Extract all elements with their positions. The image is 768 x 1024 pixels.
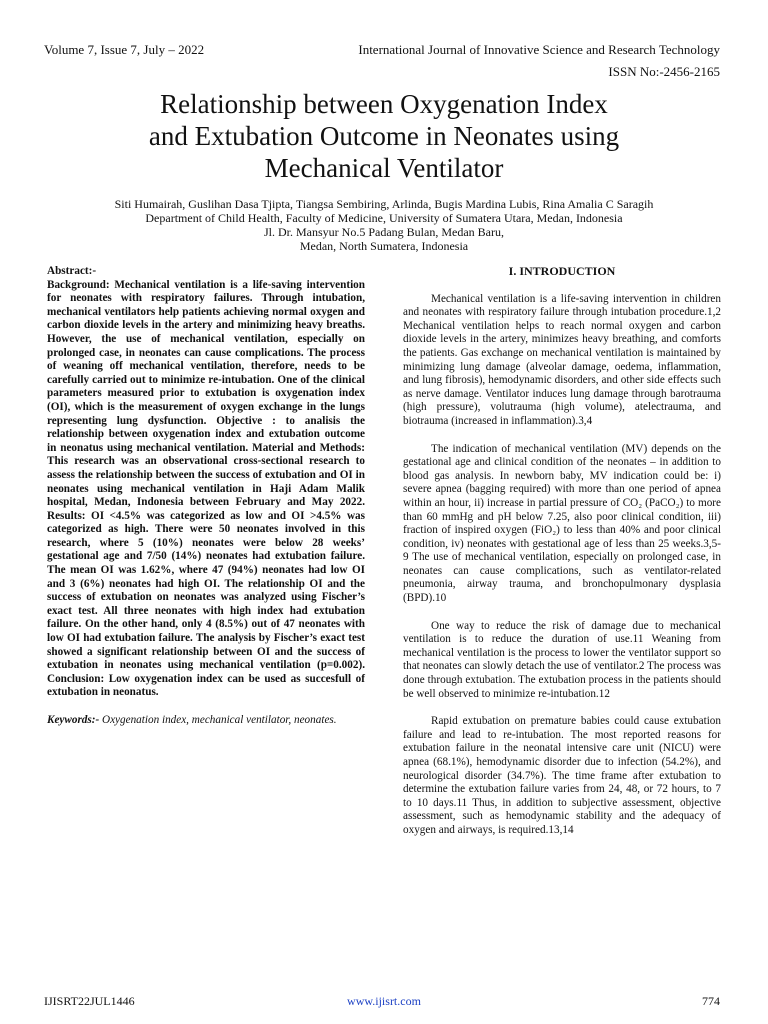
title-line-3: Mechanical Ventilator — [264, 153, 504, 183]
keywords-label: Keywords:- — [47, 714, 100, 726]
intro-paragraph-1: Mechanical ventilation is a life-saving intervention in children and neonates with respiratory failure through intubation procedure.1,2 Mechanical ventilation helps to reach normal oxygen and carbon dioxide levels in the artery, minimizes heavy breathing, and comforts the patients. Gas exchange on mechanical ventilation is maintained by minimizing lung damage (alveolar damage, oedema, inflammation, and lung fibrosis), hemodynamic disorders, and other side effects such as nerve damage. Ventilator induces lung damage through barotrauma (high pressure), volutrauma (high volume), atelectrauma, and biotrauma (increased in inflammation).3,4 — [403, 292, 721, 427]
keywords — [47, 714, 365, 728]
abstract-column — [47, 265, 365, 728]
address-line-1: Jl. Dr. Mansyur No.5 Padang Bulan, Medan Baru, — [264, 225, 504, 239]
abstract-text: Background: Mechanical ventilation is a life-saving intervention for neonates with respiratory failures. Through intubation, mechanical ventilators help patients achieving normal oxygen and carbon dioxide levels in the artery and minimizing heavy breaths. However, the use of mechanical ventilation, especially on prolonged case, in neonates can cause complications. The process of weaning off mechanical ventilation, therefore, needs to be carefully carried out to minimize re-intubation. One of the clinical parameters measured prior to extubation is oxygenation index (OI), which is the measurement of oxygen exchange in the lungs representing lung dysfunction. Objective : to analisis the relationship between oxygenation index and extubation outcome in neonatus using mechanical ventilation. Material and Methods: This research was an observational cross-sectional research to assess the relationship between the success of extubation and OI in neonates using mechanical ventilation in Haji Adam Malik hospital, Medan, Indonesia between February and May 2022. Results: OI <4.5% was categorized as low and OI >4.5% was categorized as high. There were 50 neonates involved in this research, where 5 (10%) neonates were below 28 weeks’ gestational age and 7/50 (14%) neonates had extubation failure. The mean OI was 1.62%, where 47 (94%) neonates had low OI and 3 (6%) neonates had high OI. The relationship OI and the success of extubation on neonates was analyzed using Fischer’s exact test. All three neonates with high index had extubation failure. On the other hand, only 4 (8.5%) out of 47 neonates with low OI had extubation failure. The analysis by Fischer’s exact test showed a significant relationship between OI and the success of extubation in neonates using mechanical ventilation (p=0.002). Conclusion: Low oxygenation index can be used as succesfull of extubation in neonatus. — [47, 278, 365, 699]
paper-id: IJISRT22JUL1446 — [44, 994, 135, 1008]
keywords-text: Oxygenation index, mechanical ventilator, neonates. — [102, 714, 337, 726]
intro-paragraph-2: The indication of mechanical ventilation (MV) depends on the gestational age and clinical condition of the neonates – in addition to blood gas analysis. In newborn baby, MV indication could be: i) severe apnea (bagging required) with more than one period of apnea within an hour, ii) increase in partial pressure of CO₂ (PaCO₂) to more than 60 mmHg and pH below 7.25, also poor clinical condition, iii) fraction of inspired oxygen (FiO₂) to less than 40% and poor clinical condition, iv) neonates with gestational age of less than 25 weeks.3,5-9 The use of mechanical ventilation, especially on prolonged case, in neonates can cause complications, such as ventilator-related pneumonia, airway trauma, and bronchopulmonary dysplasia (BPD).10 — [403, 442, 721, 605]
title-line-2: and Extubation Outcome in Neonates using — [148, 121, 620, 151]
intro-paragraph-4: Rapid extubation on premature babies could cause extubation failure and lead to re-intubation. The most reported reasons for extubation failure in the neonatal intensive care unit (NICU) were apnea (68.1%), hemodynamic disorder due to infection (54.2%), and neurological disorder (34.7%). The time frame after extubation to determine the extubation failure varies from 24, 48, or 72 hours, to 7 to 10 days.11 Thus, in addition to subjective assessment, objective assessment, such as hemodynamic stability and the adequacy of oxygen and airways, is required.13,14 — [403, 715, 721, 836]
journal-name: International Journal of Innovative Science and Research Technology — [358, 42, 720, 57]
section-heading-introduction: I. INTRODUCTION — [508, 264, 616, 278]
introduction-column — [403, 265, 721, 852]
author-block — [30, 197, 738, 253]
title-line-1: Relationship between Oxygenation Index — [160, 89, 608, 119]
address-line-2: Medan, North Sumatera, Indonesia — [299, 239, 469, 253]
intro-paragraph-3: One way to reduce the risk of damage due to mechanical ventilation is to reduce the duration of use.11 Weaning from mechanical ventilation is the process to lower the ventilator support so that neonates can slowly detach the use of ventilator.2 The process was done through extubation. The extubation process in the patients should be well observed to minimize re-intubation.12 — [403, 619, 721, 700]
author-names: Siti Humairah, Guslihan Dasa Tjipta, Tiangsa Sembiring, Arlinda, Bugis Mardina Lubis, Rina Amalia C Saragih — [114, 197, 654, 211]
affiliation: Department of Child Health, Faculty of Medicine, University of Sumatera Utara, Medan, Indonesia — [145, 211, 623, 225]
journal-volume: Volume 7, Issue 7, July – 2022 — [44, 42, 205, 57]
journal-website-link[interactable]: www.ijisrt.com — [347, 994, 421, 1008]
paper-title — [60, 88, 708, 184]
page-number: 774 — [702, 994, 720, 1008]
abstract-label: Abstract:- — [47, 265, 97, 277]
issn: ISSN No:-2456-2165 — [608, 64, 720, 79]
